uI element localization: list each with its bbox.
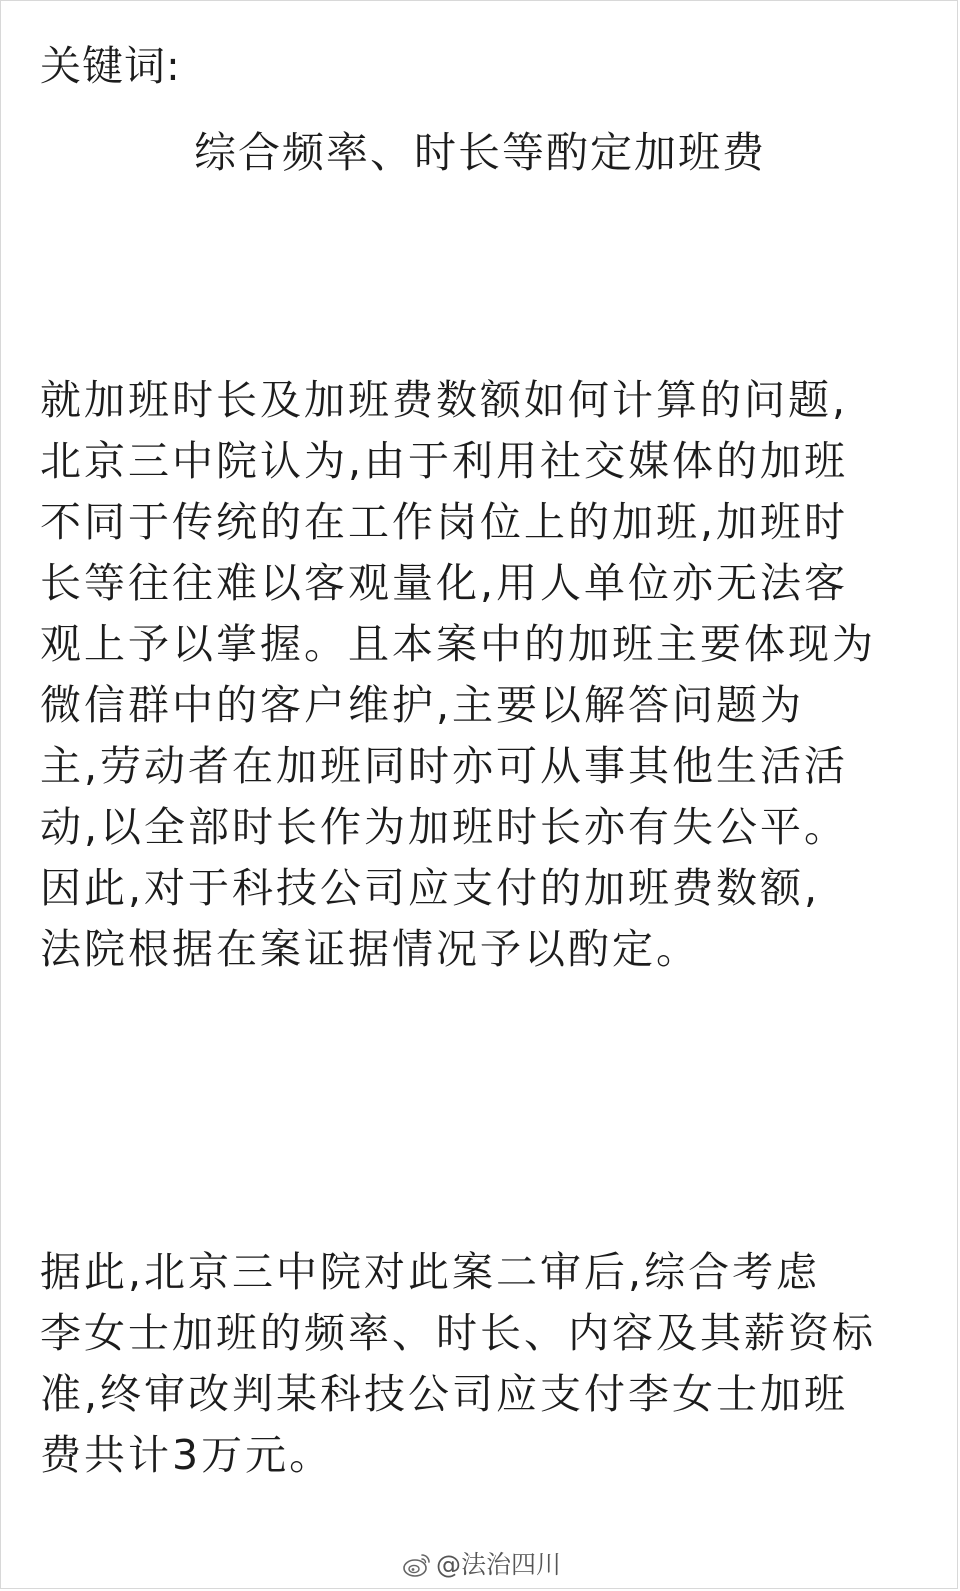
text-line: 主,劳动者在加班同时亦可从事其他生活活 xyxy=(40,742,849,790)
text-line: 因此,对于科技公司应支付的加班费数额, xyxy=(40,864,821,912)
watermark xyxy=(402,1548,561,1582)
watermark-text: @法治四川 xyxy=(436,1550,562,1579)
text-line: 观上予以掌握。且本案中的加班主要体现为 xyxy=(40,620,876,668)
weibo-icon xyxy=(402,1552,432,1578)
text-line: 动,以全部时长作为加班时长亦有失公平。 xyxy=(40,803,849,851)
text-line: 据此,北京三中院对此案二审后,综合考虑 xyxy=(40,1248,821,1296)
keywords-title: 综合频率、时长等酌定加班费 xyxy=(193,128,766,177)
text-line: 就加班时长及加班费数额如何计算的问题, xyxy=(40,376,849,424)
text-line: 不同于传统的在工作岗位上的加班,加班时 xyxy=(40,498,849,546)
text-line: 微信群中的客户维护,主要以解答问题为 xyxy=(40,681,805,729)
text-line: 准,终审改判某科技公司应支付李女士加班 xyxy=(40,1370,849,1418)
text-line: 李女士加班的频率、时长、内容及其薪资标 xyxy=(40,1309,876,1357)
paragraph-court-opinion xyxy=(40,370,876,980)
text-line: 北京三中院认为,由于利用社交媒体的加班 xyxy=(40,437,849,485)
paragraph-verdict xyxy=(40,1242,876,1486)
text-line: 长等往往难以客观量化,用人单位亦无法客 xyxy=(40,559,849,607)
keywords-label: 关键词: xyxy=(40,42,181,90)
text-line: 法院根据在案证据情况予以酌定。 xyxy=(40,925,700,973)
text-line: 费共计3万元。 xyxy=(40,1431,334,1479)
